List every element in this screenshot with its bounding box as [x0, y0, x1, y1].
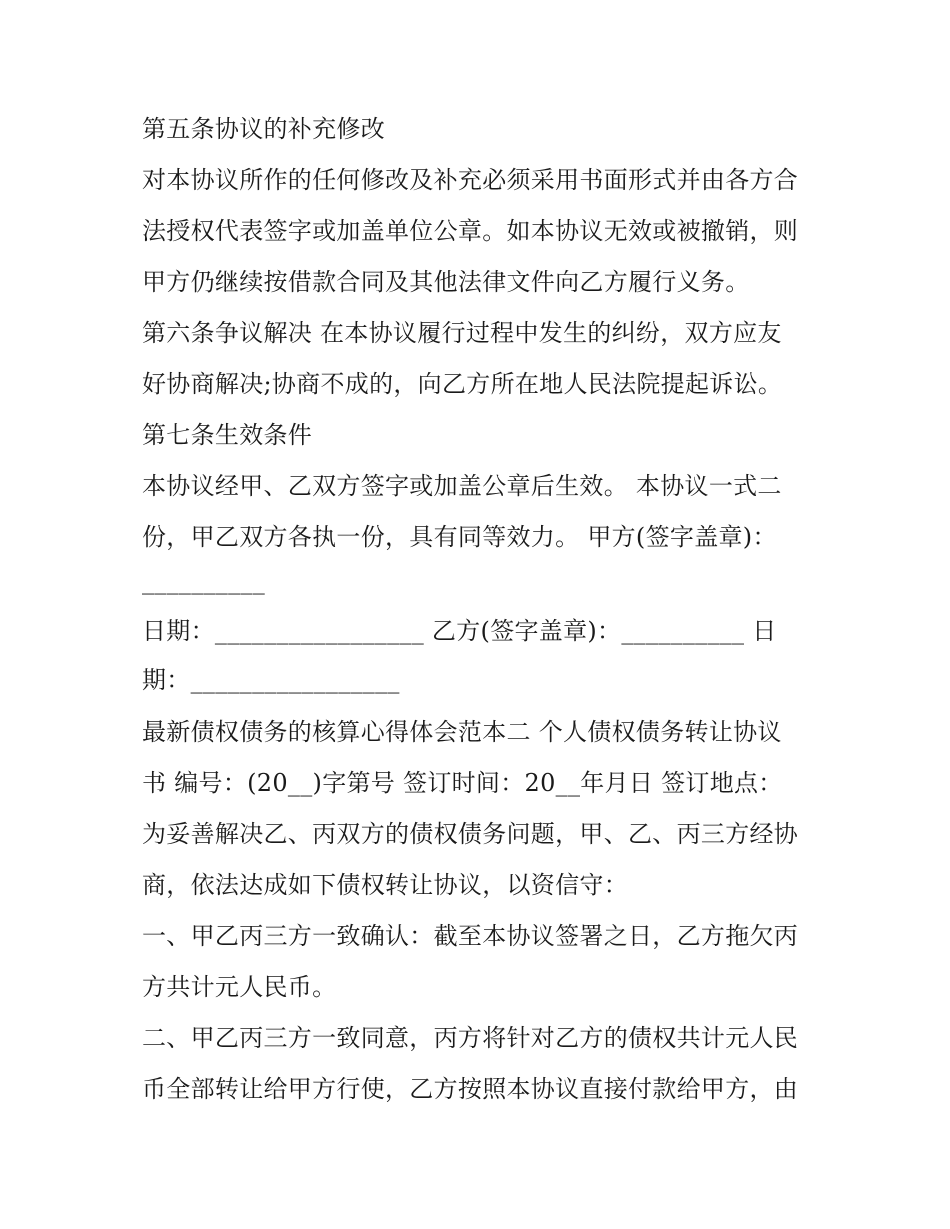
- date-signature-line: 日期：_________________ 乙方(签字盖章)：__________ 日: [142, 617, 777, 645]
- signature-blank: __________: [142, 567, 265, 595]
- paragraph-line: 本协议经甲、乙双方签字或加盖公章后生效。 本协议一式二: [142, 472, 782, 500]
- contract-info-line: 书 编号：(20__)字第号 签订时间：20__年月日 签订地点：: [142, 769, 783, 797]
- clause-1-line: 一、甲乙丙三方一致确认：截至本协议签署之日，乙方拖欠丙: [142, 922, 799, 950]
- date-line: 期：_________________: [142, 666, 400, 694]
- paragraph-line: 法授权代表签字或加盖单位公章。如本协议无效或被撤销，则: [142, 217, 799, 245]
- paragraph-line: 对本协议所作的任何修改及补充必须采用书面形式并由各方合: [142, 166, 799, 194]
- paragraph-line: 份，甲乙双方各执一份，具有同等效力。 甲方(签字盖章)：: [142, 523, 777, 551]
- paragraph-line: 方共计元人民币。: [142, 973, 337, 1001]
- article-5-heading: 第五条协议的补充修改: [142, 115, 385, 143]
- paragraph-line: 甲方仍继续按借款合同及其他法律文件向乙方履行义务。: [142, 268, 750, 296]
- clause-2-line: 二、甲乙丙三方一致同意，丙方将针对乙方的债权共计元人民: [142, 1024, 799, 1052]
- section-title-line: 最新债权债务的核算心得体会范本二 个人债权债务转让协议: [142, 718, 782, 746]
- paragraph-line: 商，依法达成如下债权转让协议，以资信守：: [142, 871, 628, 899]
- paragraph-line: 币全部转让给甲方行使，乙方按照本协议直接付款给甲方，由: [142, 1075, 799, 1103]
- article-7-heading: 第七条生效条件: [142, 421, 313, 449]
- paragraph-line: 为妥善解决乙、丙双方的债权债务问题，甲、乙、丙三方经协: [142, 820, 799, 848]
- paragraph-line: 好协商解决;协商不成的，向乙方所在地人民法院提起诉讼。: [142, 370, 783, 398]
- article-6-line: 第六条争议解决 在本协议履行过程中发生的纠纷，双方应友: [142, 319, 782, 347]
